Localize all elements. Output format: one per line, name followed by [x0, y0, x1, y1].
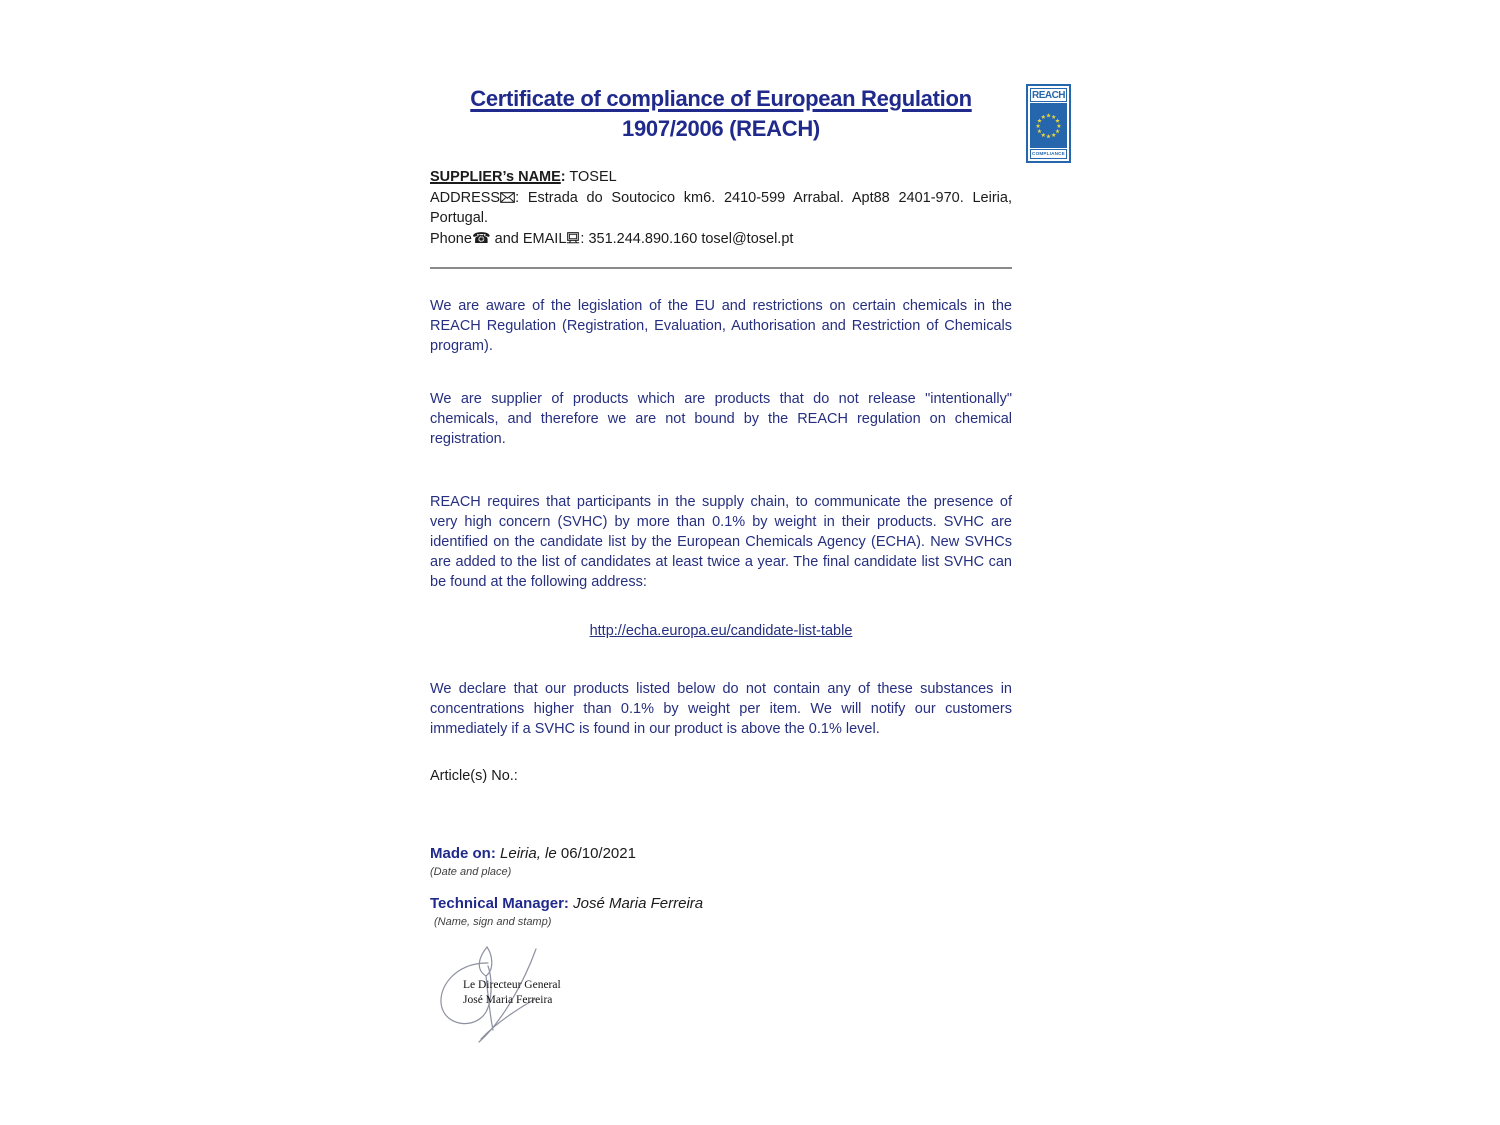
supplier-name-value: TOSEL	[565, 169, 617, 185]
date-place-hint: (Date and place)	[430, 866, 512, 878]
reach-logo-title: REACH	[1031, 90, 1066, 101]
phone-label: Phone	[430, 230, 472, 247]
technical-manager-label: Technical Manager:	[430, 895, 569, 912]
made-on-date: 06/10/2021	[556, 845, 636, 862]
supplier-name-line	[430, 167, 1012, 188]
paragraph-eu-awareness: We are aware of the legislation of the EU and restrictions on certain chemicals in the REACH Regulation (Registration, Evaluation, Authorisation and Restriction of Chemicals program).	[430, 298, 1012, 354]
name-sign-stamp-hint: (Name, sign and stamp)	[434, 916, 552, 928]
article-number-label: Article(s) No.:	[430, 768, 518, 784]
signature-title-line: Le Directeur General	[463, 979, 561, 991]
computer-icon	[566, 232, 580, 244]
paragraph-reach-requirements: REACH requires that participants in the supply chain, to communicate the presence of very high concern (SVHC) by more than 0.1% by weight in their products. SVHC are identified on the candidate list by the European Chemicals Agency (ECHA). New SVHCs are added to the list of candidates at least twice a year. The final candidate list SVHC can be found at the following address:	[430, 494, 1012, 590]
reach-compliance-logo	[1026, 84, 1071, 163]
supplier-address-line	[430, 188, 1012, 229]
made-on-line	[430, 845, 636, 862]
section-divider	[430, 267, 1012, 269]
page-title	[410, 84, 1032, 144]
page-title-line1: Certificate of compliance of European Regulation	[470, 86, 972, 111]
supplier-address-value: : Estrada do Soutocico km6. 2410-599 Arrabal. Apt88 2401-970. Leiria, Portugal.	[430, 189, 1012, 226]
page-title-line2: 1907/2006 (REACH)	[622, 116, 820, 141]
signature-stamp-text	[463, 978, 561, 1007]
technical-manager-line	[430, 895, 703, 912]
supplier-name-label: SUPPLIER’s NAME	[430, 169, 561, 185]
email-label: and EMAIL	[490, 230, 567, 247]
made-on-place: Leiria, le	[495, 845, 557, 862]
supplier-address-label: ADDRESS	[430, 189, 501, 206]
supplier-block	[430, 167, 1012, 249]
phone-icon: ☎	[471, 229, 491, 247]
supplier-contact-value: : 351.244.890.160 tosel@tosel.pt	[580, 230, 794, 247]
envelope-icon	[500, 192, 515, 203]
paragraph-declaration: We declare that our products listed below do not contain any of these substances in concentrations higher than 0.1% by weight per item. We will notify our customers immediately if a SVHC is found in our product is above the 0.1% level.	[430, 681, 1012, 737]
eu-stars-icon	[1030, 103, 1067, 148]
candidate-list-link[interactable]: http://echa.europa.eu/candidate-list-table	[589, 623, 853, 639]
paragraph-supplier-statement: We are supplier of products which are products that do not release "intentionally" chemicals, and therefore we are not bound by the REACH regulation on chemical registration.	[430, 391, 1012, 447]
reach-logo-subtitle: COMPLIANCE	[1030, 149, 1067, 159]
candidate-list-link-row	[430, 622, 1012, 640]
signature-name-line: José Maria Ferreira	[463, 993, 553, 1006]
technical-manager-name: José Maria Ferreira	[568, 895, 704, 912]
signature-block	[430, 942, 560, 1052]
made-on-label: Made on:	[430, 845, 496, 862]
supplier-name-colon: :	[560, 169, 566, 185]
supplier-contact-line	[430, 229, 1012, 250]
